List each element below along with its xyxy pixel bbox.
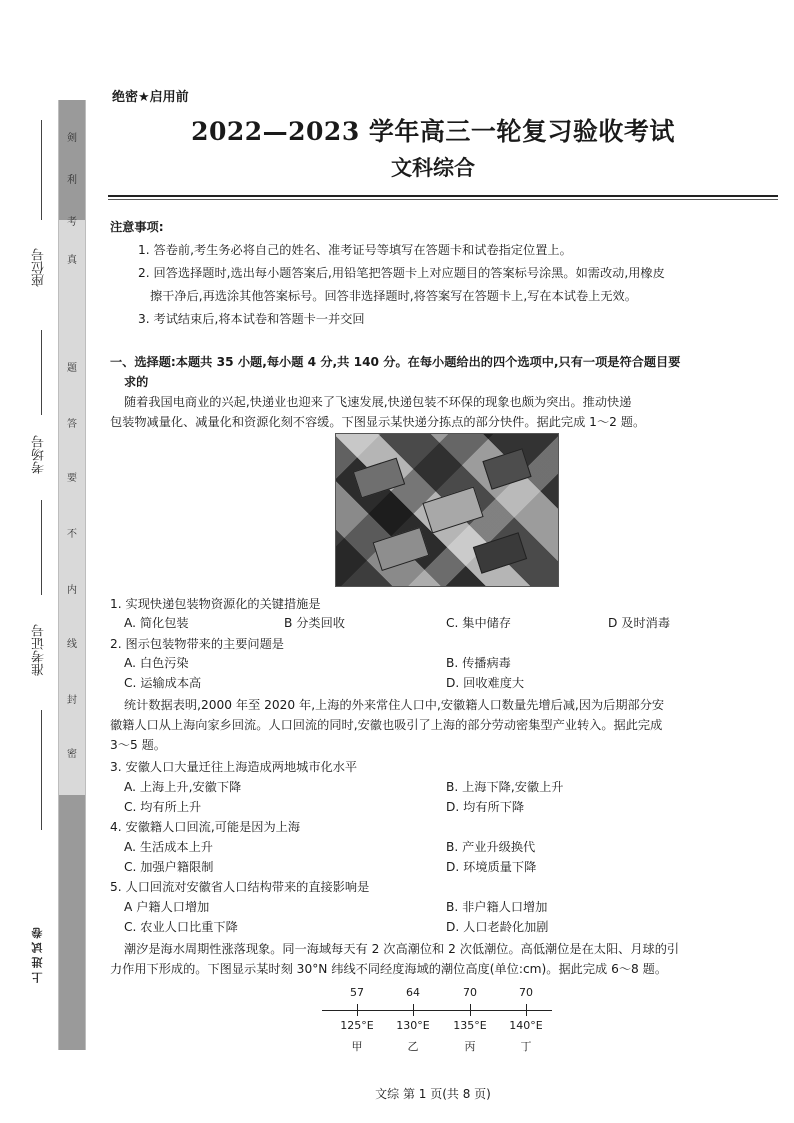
- option: B. 非户籍人口增加: [446, 900, 548, 914]
- tide-longitude: 140°E: [509, 1019, 543, 1032]
- section-heading-cont: 求的: [124, 375, 149, 389]
- exam-id-line: [41, 500, 42, 595]
- brand-vertical-text: 上 进 试 卷: [31, 927, 44, 983]
- passage-line: 随着我国电商业的兴起,快递业也迎来了飞速发展,快递包装不环保的现象也颇为突出。推动快递: [124, 395, 632, 409]
- option: B. 传播病毒: [446, 656, 511, 670]
- page-footer: 文综 第 1 页(共 8 页): [375, 1087, 491, 1101]
- page-subtitle: 文科综合: [391, 156, 475, 180]
- option: D. 回收难度大: [446, 676, 525, 690]
- tide-longitude: 135°E: [453, 1019, 487, 1032]
- passage-line: 3～5 题。: [110, 738, 166, 752]
- strip-char: 利: [67, 175, 77, 186]
- option: C. 加强户籍限制: [124, 860, 214, 874]
- parcel-shape: [482, 448, 531, 490]
- tide-site-name: 丙: [464, 1040, 476, 1053]
- strip-char: 剣: [67, 133, 77, 144]
- tide-tick: [413, 1004, 414, 1016]
- parcel-shape: [373, 527, 430, 571]
- header-rule-thin: [108, 199, 778, 200]
- section-heading: 一、选择题:本题共 35 小题,每小题 4 分,共 140 分。在每小题给出的四个选项中,只有一项是符合题目要: [110, 355, 681, 369]
- parcel-shape: [422, 486, 483, 533]
- strip-char: 线: [67, 639, 77, 650]
- question-stem: 3. 安徽人口大量迁往上海造成两地城市化水平: [110, 760, 358, 774]
- confidential-tag: 绝密★启用前: [112, 90, 189, 105]
- tide-value: 70: [463, 986, 477, 999]
- tide-tick: [526, 1004, 527, 1016]
- seat-number-label: 座位号: [32, 248, 47, 288]
- tide-site-name: 丁: [520, 1040, 532, 1053]
- parcel-shape: [353, 458, 405, 499]
- question-stem: 1. 实现快递包装物资源化的关键措施是: [110, 597, 321, 611]
- tide-longitude: 125°E: [340, 1019, 374, 1032]
- question-stem: 2. 图示包装物带来的主要问题是: [110, 637, 284, 651]
- option: A. 简化包装: [124, 616, 189, 630]
- tide-tick: [470, 1004, 471, 1016]
- strip-char: 封: [67, 695, 77, 706]
- strip-char: 题: [67, 363, 77, 374]
- exam-id-label: 准考证号: [32, 624, 47, 676]
- option: C. 运输成本高: [124, 676, 202, 690]
- option: C. 集中储存: [446, 616, 512, 630]
- passage-line: 徽籍人口从上海向家乡回流。人口回流的同时,安徽也吸引了上海的部分劳动密集型产业转入。据此完成: [110, 718, 663, 732]
- tide-value: 70: [519, 986, 533, 999]
- option: C. 农业人口比重下降: [124, 920, 238, 934]
- option: B. 产业升级换代: [446, 840, 536, 854]
- notice-item: 1. 答卷前,考生务必将自己的姓名、准考证号等填写在答题卡和试卷指定位置上。: [138, 243, 572, 257]
- parcel-shape: [473, 532, 527, 573]
- notice-item: 2. 回答选择题时,选出每小题答案后,用铅笔把答题卡上对应题目的答案标号涂黑。如需改动,用橡皮: [138, 266, 665, 280]
- tide-tick: [357, 1004, 358, 1016]
- tide-site-name: 甲: [351, 1040, 363, 1053]
- strip-char: 考: [67, 217, 77, 228]
- room-number-line: [41, 330, 42, 415]
- strip-char: 密: [67, 749, 77, 760]
- question-stem: 4. 安徽籍人口回流,可能是因为上海: [110, 820, 301, 834]
- tide-value: 64: [406, 986, 420, 999]
- notice-item: 3. 考试结束后,将本试卷和答题卡一并交回: [138, 312, 365, 326]
- question-stem: 5. 人口回流对安徽省人口结构带来的直接影响是: [110, 880, 370, 894]
- tide-longitude: 130°E: [396, 1019, 430, 1032]
- option: D. 环境质量下降: [446, 860, 537, 874]
- passage-line: 包装物减量化、减量化和资源化刻不容缓。下图显示某快递分拣点的部分快件。据此完成 1～2 题。: [110, 415, 646, 429]
- strip-char: 真: [67, 255, 77, 266]
- option: D. 人口老龄化加剧: [446, 920, 549, 934]
- passage-line: 潮汐是海水周期性涨落现象。同一海域每天有 2 次高潮位和 2 次低潮位。高低潮位是在太阳、月球的引: [124, 942, 680, 956]
- option: B 分类回收: [284, 616, 345, 630]
- name-line: [41, 710, 42, 830]
- tide-site-name: 乙: [407, 1040, 419, 1053]
- strip-char: 内: [67, 585, 77, 596]
- passage-line: 统计数据表明,2000 年至 2020 年,上海的外来常住人口中,安徽籍人口数量先增后减,因为后期部分安: [124, 698, 665, 712]
- room-number-label: 考场号: [32, 435, 47, 475]
- option: D 及时消毒: [608, 616, 671, 630]
- page-title: 2022—2023 学年高三一轮复习验收考试: [191, 117, 675, 146]
- parcel-photo: [335, 433, 559, 587]
- header-rule: [108, 195, 778, 197]
- strip-char: 要: [67, 473, 77, 484]
- option: A. 上海上升,安徽下降: [124, 780, 242, 794]
- binding-strip: [58, 100, 86, 1050]
- option: D. 均有所下降: [446, 800, 525, 814]
- notice-heading: 注意事项:: [110, 220, 164, 234]
- passage-line: 力作用下形成的。下图显示某时刻 30°N 纬线不同经度海域的潮位高度(单位:cm)。据此完成 6～8 题。: [110, 962, 668, 976]
- strip-dark-segment: [59, 795, 85, 1050]
- tide-value: 57: [350, 986, 364, 999]
- option: B. 上海下降,安徽上升: [446, 780, 564, 794]
- strip-char: 答: [67, 419, 77, 430]
- option: A 户籍人口增加: [124, 900, 210, 914]
- option: A. 生活成本上升: [124, 840, 213, 854]
- option: A. 白色污染: [124, 656, 189, 670]
- option: C. 均有所上升: [124, 800, 202, 814]
- strip-char: 不: [67, 529, 77, 540]
- notice-item: 擦干净后,再选涂其他答案标号。回答非选择题时,将答案写在答题卡上,写在本试卷上无效。: [150, 289, 637, 303]
